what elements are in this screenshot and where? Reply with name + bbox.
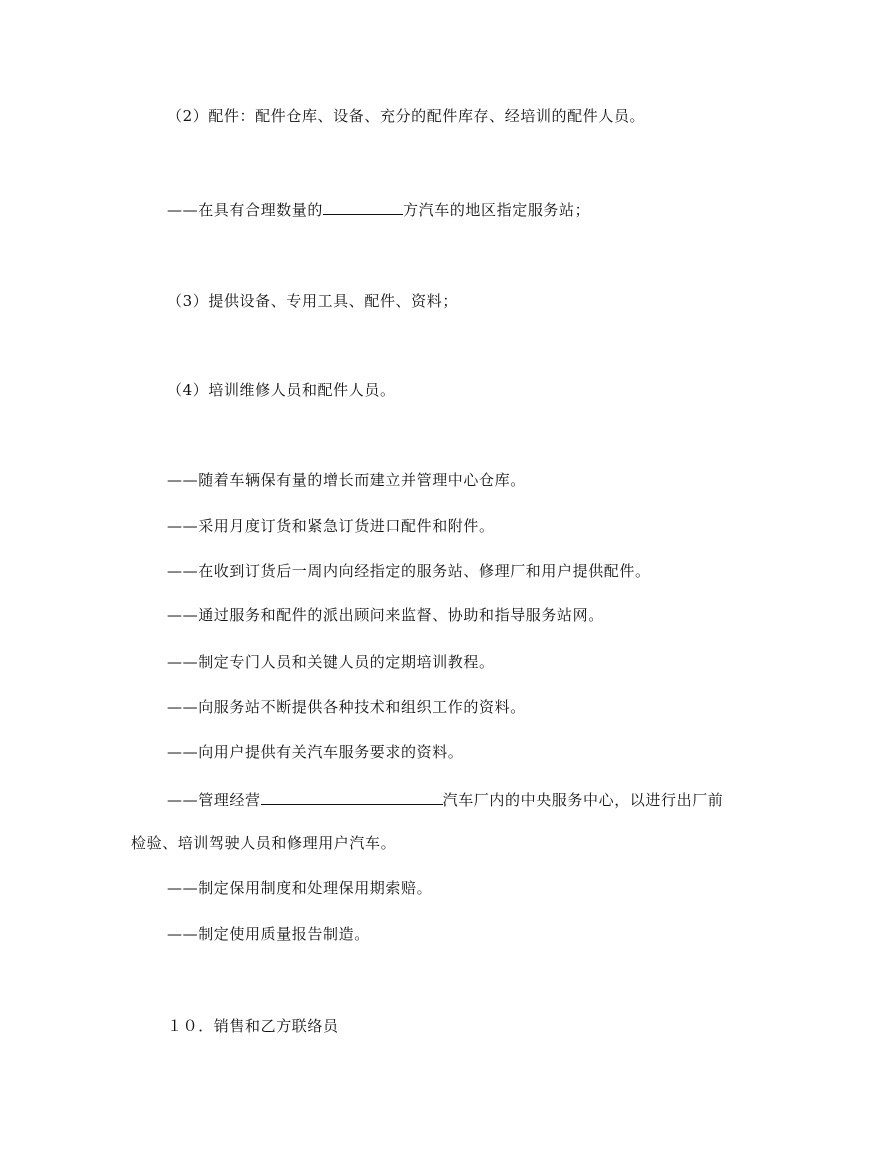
list-item: ——制定使用质量报告制造。	[167, 925, 370, 943]
list-item: ——向服务站不断提供各种技术和组织工作的资料。	[167, 698, 526, 716]
list-item: ——向用户提供有关汽车服务要求的资料。	[167, 743, 464, 761]
list-item: ——采用月度订货和紧急订货进口配件和附件。	[167, 517, 495, 535]
paragraph-parts: （2）配件：配件仓库、设备、充分的配件库存、经培训的配件人员。	[167, 107, 646, 125]
text-fragment: ——在具有合理数量的	[167, 201, 324, 219]
list-item: ——随着车辆保有量的增长而建立并管理中心仓库。	[167, 471, 526, 489]
paragraph-training: （4）培训维修人员和配件人员。	[167, 381, 396, 399]
list-item-central-service	[167, 789, 723, 810]
text-fragment: 汽车厂内的中央服务中心，以进行出厂前	[442, 791, 724, 809]
fill-in-blank[interactable]	[261, 789, 443, 805]
paragraph-equipment: （3）提供设备、专用工具、配件、资料；	[167, 292, 458, 310]
list-item: ——制定保用制度和处理保用期索赔。	[167, 879, 433, 897]
section-heading: １０．销售和乙方联络员	[167, 1017, 339, 1035]
list-item: ——在收到订货后一周内向经指定的服务站、修理厂和用户提供配件。	[167, 562, 651, 580]
list-item: ——通过服务和配件的派出顾问来监督、协助和指导服务站网。	[167, 606, 604, 624]
list-item: ——制定专门人员和关键人员的定期培训教程。	[167, 653, 495, 671]
text-fragment: ——管理经营	[167, 791, 261, 809]
list-item-continuation: 检验、培训驾驶人员和修理用户汽车。	[131, 834, 397, 852]
fill-in-blank[interactable]	[323, 199, 403, 215]
paragraph-service-station	[167, 199, 590, 220]
text-fragment: 方汽车的地区指定服务站；	[403, 201, 591, 219]
